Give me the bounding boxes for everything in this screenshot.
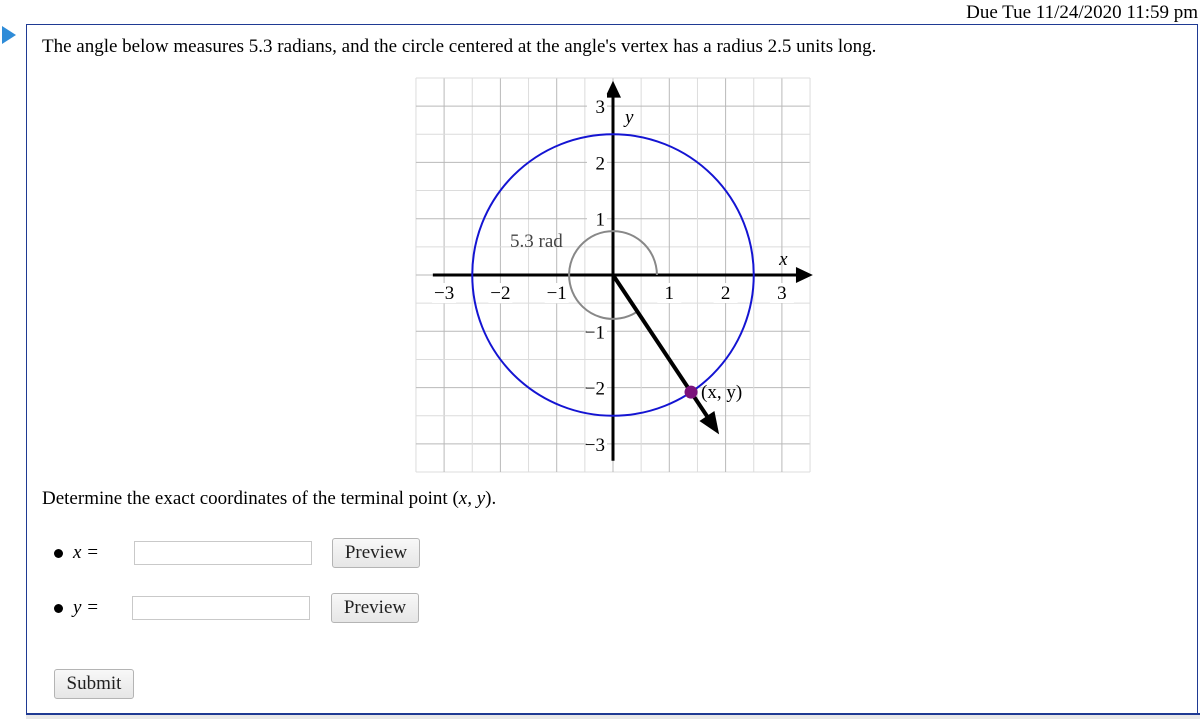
- submit-button[interactable]: Submit: [54, 669, 134, 699]
- y-tick-label: 2: [595, 153, 605, 175]
- y-axis-arrowhead: [605, 81, 621, 98]
- x-tick-label: 3: [777, 283, 787, 304]
- graph-axes: [433, 81, 813, 461]
- bullet-icon: [54, 549, 63, 558]
- y-tick-label: −3: [584, 434, 605, 456]
- x-label: x =: [73, 542, 100, 563]
- due-date: Due Tue 11/24/2020 11:59 pm: [966, 2, 1198, 23]
- y-label: y =: [73, 597, 100, 618]
- point-label: (x, y): [701, 382, 743, 404]
- x-tick-label: −3: [433, 283, 455, 304]
- x-tick-label: 2: [720, 283, 731, 304]
- x-tick-label: −2: [490, 283, 511, 304]
- bullet-icon: [54, 604, 63, 613]
- y-answer-input[interactable]: [132, 596, 310, 620]
- y-axis-label: y: [625, 106, 634, 128]
- y-tick-label: −1: [584, 322, 605, 344]
- y-tick-label: −2: [584, 378, 605, 400]
- x-answer-input[interactable]: [134, 541, 312, 565]
- y-tick-label: 3: [595, 97, 605, 119]
- answer-row-y: [54, 595, 131, 621]
- determine-prompt: Determine the exact coordinates of the terminal point (x, y).: [42, 488, 497, 509]
- answer-row-x: [54, 540, 131, 566]
- terminal-ray-arrowhead: [699, 411, 719, 434]
- x-axis-label: x: [779, 249, 788, 270]
- x-tick-label: −1: [546, 283, 567, 304]
- question-statement: The angle below measures 5.3 radians, and the circle centered at the angle's vertex has a radius 2.5 units long.: [42, 36, 877, 57]
- x-tick-label: 1: [664, 283, 675, 304]
- terminal-point: [685, 386, 698, 399]
- y-preview-button[interactable]: Preview: [331, 593, 419, 623]
- angle-label: 5.3 rad: [510, 231, 563, 252]
- x-preview-button[interactable]: Preview: [332, 538, 420, 568]
- y-tick-label: 1: [595, 209, 605, 231]
